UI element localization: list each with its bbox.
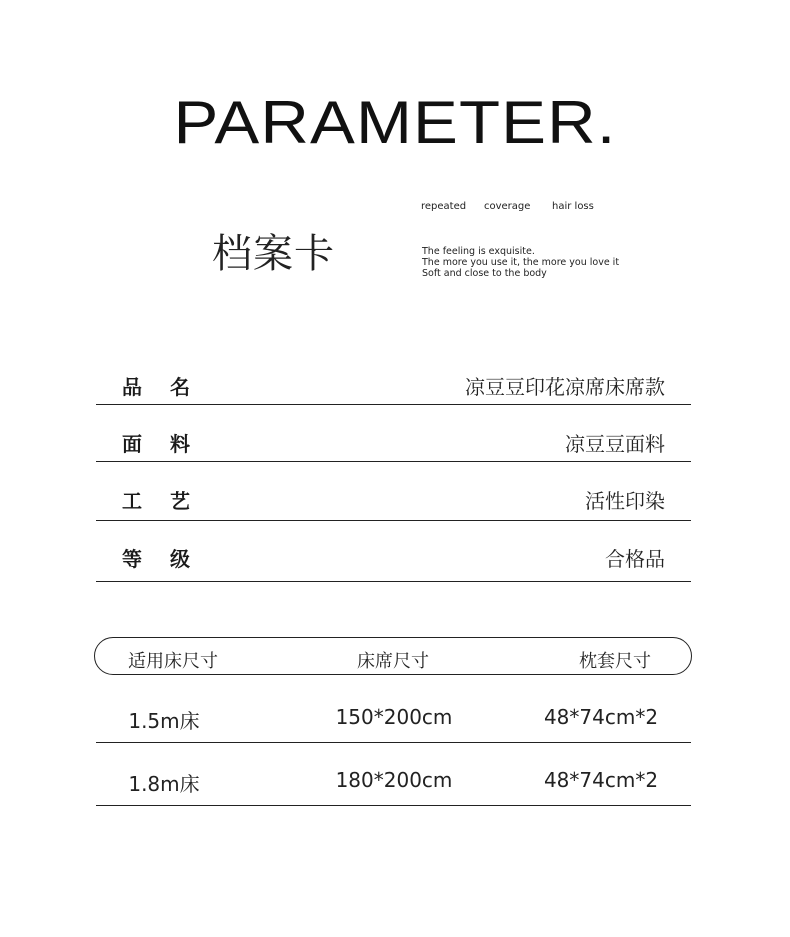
table-row (96, 763, 691, 806)
tagline-line-1: The feeling is exquisite. (422, 246, 535, 257)
cell-mat-size: 180*200cm (335, 768, 453, 792)
tagline-line-3: Soft and close to the body (422, 268, 547, 279)
spec-label-char: 品 (122, 375, 142, 399)
spec-label (122, 371, 190, 400)
tagline-line-2: The more you use it, the more you love it (422, 257, 620, 268)
cell-pillowcase-size: 48*74cm*2 (543, 705, 659, 729)
parameter-logo: PARAMETER. (173, 89, 617, 156)
spec-row-grade (96, 538, 691, 582)
spec-label-char: 工 (122, 489, 142, 513)
cell-mat-size: 150*200cm (335, 705, 453, 729)
spec-label (122, 543, 190, 572)
table-row (96, 700, 691, 743)
spec-label-char: 名 (170, 375, 190, 399)
spec-label-char: 级 (170, 547, 190, 571)
header-bed-size: 适用床尺寸 (128, 651, 218, 672)
spec-label-char: 艺 (170, 489, 190, 513)
cell-pillowcase-size: 48*74cm*2 (543, 768, 659, 792)
spec-label (122, 485, 190, 514)
spec-label-char: 料 (170, 432, 190, 456)
spec-label-char: 面 (122, 432, 142, 456)
cell-bed-size: 1.8m床 (128, 772, 200, 796)
spec-label-char: 等 (122, 547, 142, 571)
header-pillowcase-size: 枕套尺寸 (579, 651, 651, 672)
size-table-header (94, 637, 692, 675)
tag-repeated: repeated (421, 201, 467, 212)
spec-label (122, 428, 190, 457)
tag-coverage: coverage (484, 201, 531, 212)
spec-row-product-name (96, 365, 691, 405)
spec-value: 凉豆豆面料 (565, 432, 665, 456)
spec-value: 活性印染 (585, 489, 665, 513)
tagline (422, 246, 619, 279)
cell-bed-size: 1.5m床 (128, 709, 200, 733)
spec-value: 凉豆豆印花凉席床席款 (465, 375, 665, 399)
tag-hair-loss: hair loss (552, 201, 594, 212)
archive-card-title: 档案卡 (212, 231, 335, 277)
spec-value: 合格品 (605, 547, 665, 571)
spec-row-craft (96, 480, 691, 521)
spec-row-fabric (96, 422, 691, 462)
header-mat-size: 床席尺寸 (357, 651, 429, 672)
